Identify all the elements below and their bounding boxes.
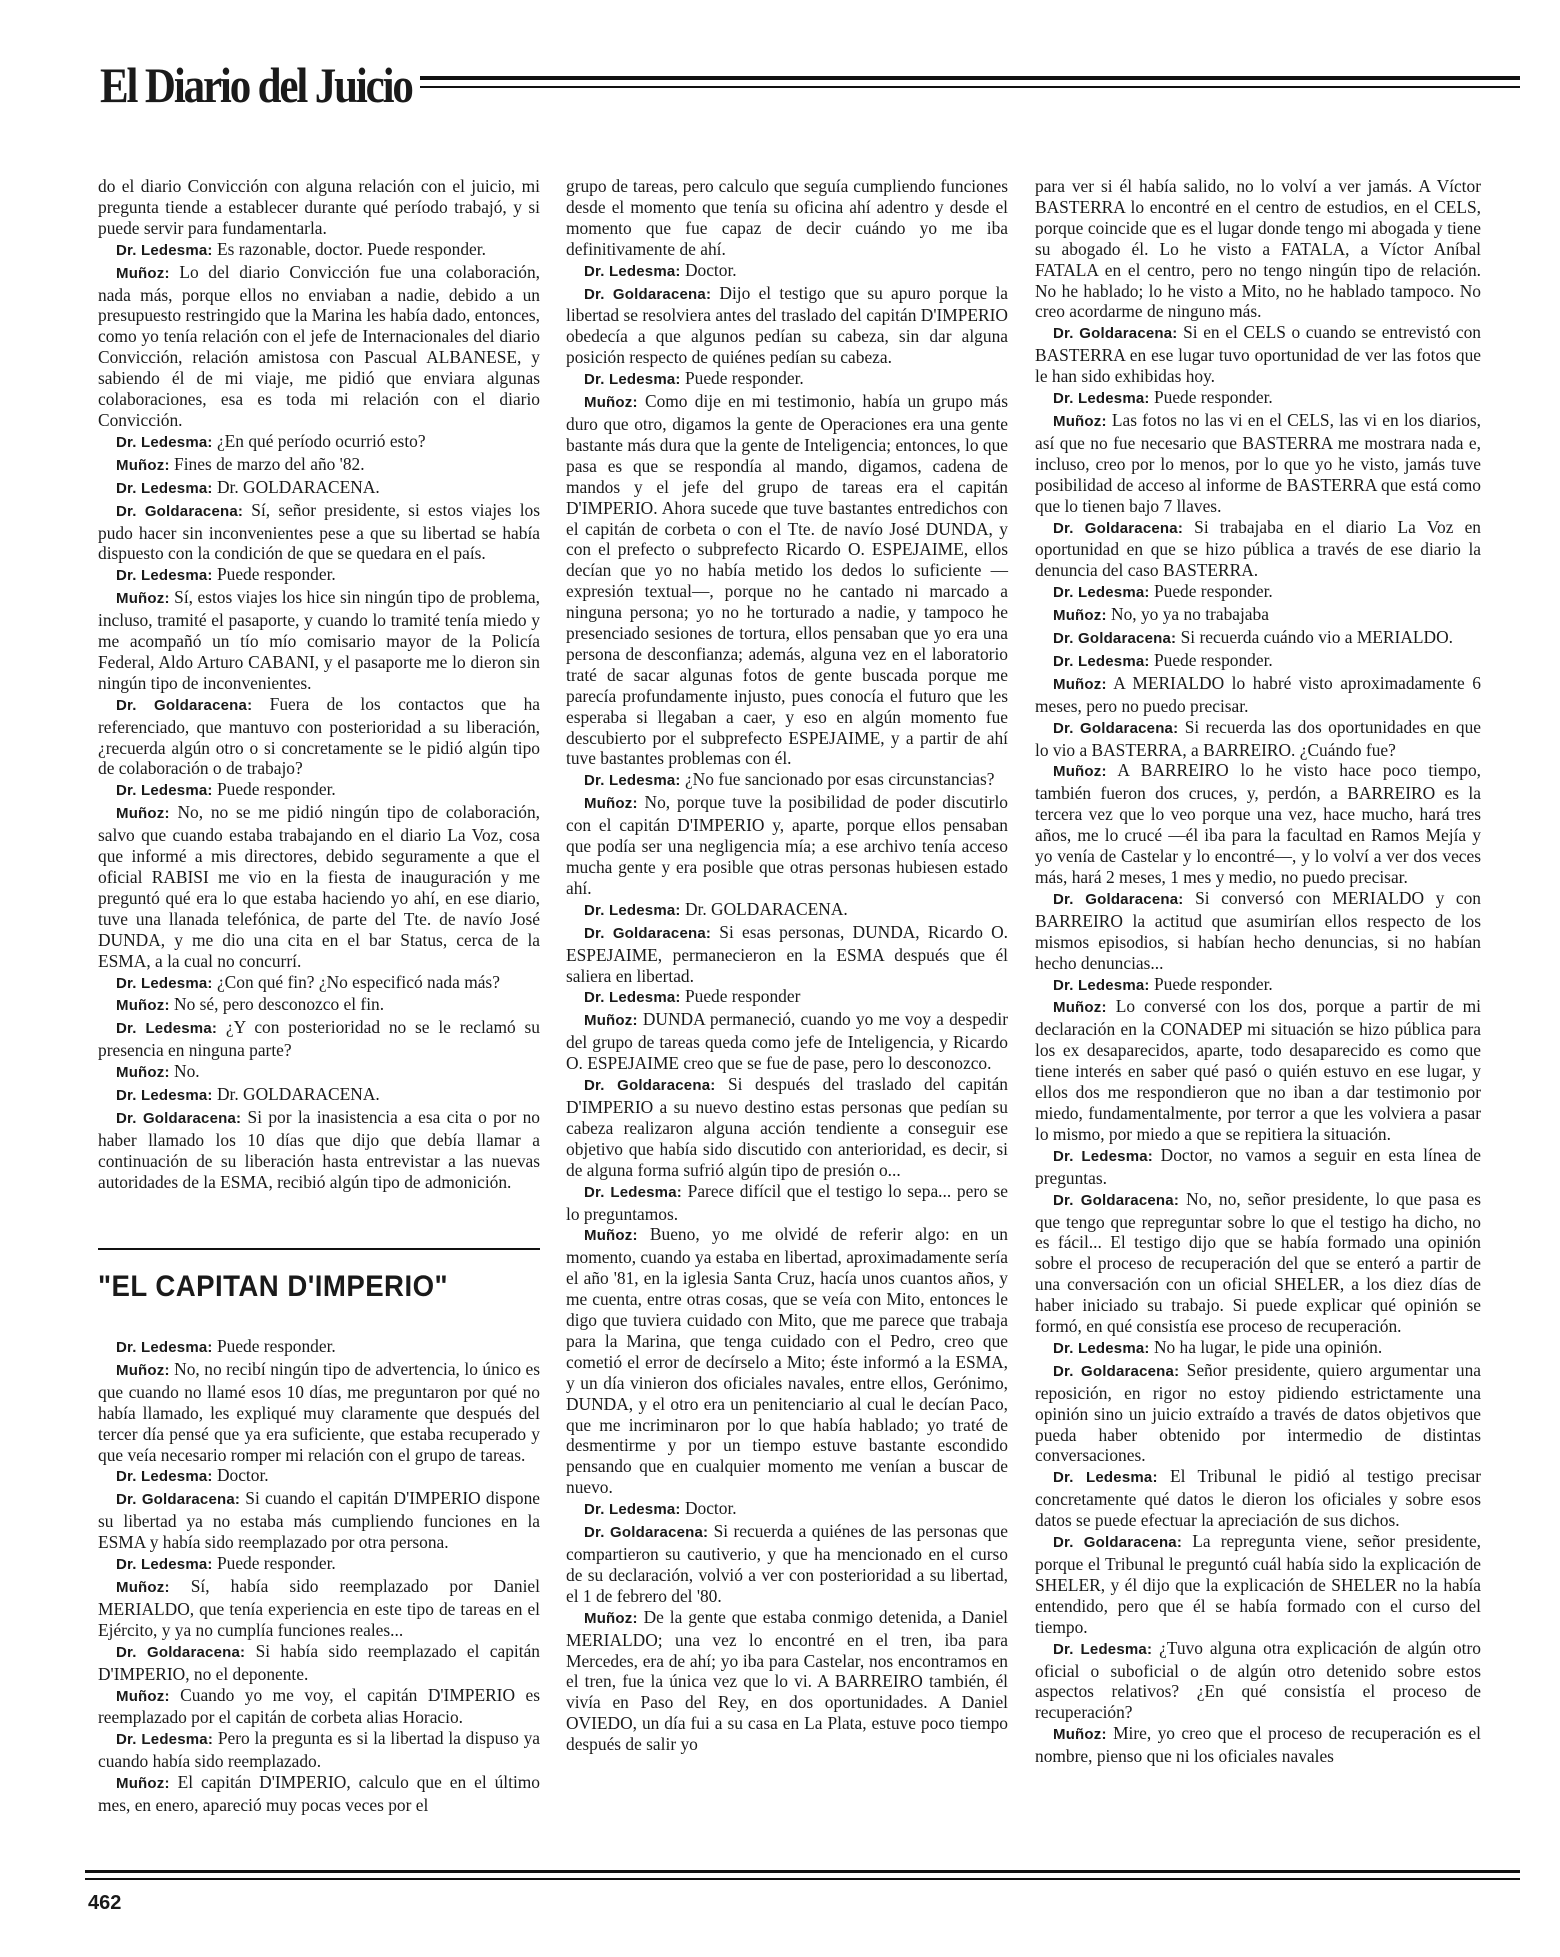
speaker-label: Muñoz: xyxy=(1053,412,1107,430)
paragraph-text: A BARREIRO lo he visto hace poco tiempo, también fueron dos cruces, y, perdón, a BARREIRO es la tercera vez que lo veo porque una vez, hace mucho, hará tres años, me lo crucé —él iba para la facultad en Ramos Mejía y yo venía de Castelar y lo encontré—, y lo volví a ver dos veces más, hará 2 meses, 1 mes y medio, no puedo precisar. xyxy=(1035,760,1481,887)
paragraph-text: Fines de marzo del año '82. xyxy=(169,453,365,474)
speaker-label: Dr. Goldaracena: xyxy=(584,285,712,303)
paragraph xyxy=(98,994,540,1017)
page-number: 462 xyxy=(88,1892,122,1914)
speaker-label: Dr. Goldaracena: xyxy=(116,1109,242,1127)
speaker-label: Dr. Goldaracena: xyxy=(584,1524,709,1542)
paragraph xyxy=(1035,627,1481,650)
paragraph xyxy=(1035,1145,1481,1189)
speaker-label: Dr. Ledesma: xyxy=(1053,1640,1153,1658)
speaker-label: Dr. Ledesma: xyxy=(116,1556,213,1574)
paragraph-text: ¿No fue sancionado por esas circunstancias? xyxy=(680,769,995,790)
paragraph-text: Dr. GOLDARACENA. xyxy=(680,898,848,919)
speaker-label: Dr. Ledesma: xyxy=(116,1087,213,1105)
footer-rule-thin xyxy=(85,1878,1520,1880)
paragraph xyxy=(566,792,1008,899)
paragraph-text: Doctor. xyxy=(680,1498,737,1519)
paragraph-text: El Tribunal le pidió al testigo precisar concretamente qué datos le dieron los oficiales y sobre esos datos se puede efectuar la apreciación de sus dichos. xyxy=(1035,1466,1481,1531)
speaker-label: Dr. Goldaracena: xyxy=(1053,519,1184,537)
paragraph xyxy=(1035,410,1481,517)
paragraph xyxy=(566,1498,1008,1521)
column-2-text xyxy=(566,176,1008,1755)
paragraph-text: No, no recibí ningún tipo de advertencia, lo único es que cuando no llamé esos 10 días, me preguntaron por qué no había llamado, les expliqué muy claramente que después del tercer día pensé que ya era suficiente, que estaba recuperado y que veía necesario romper mi relación con el grupo de tareas. xyxy=(98,1358,540,1465)
paragraph xyxy=(1035,717,1481,761)
paragraph-text: Si en el CELS o cuando se entrevistó con BASTERRA en ese lugar tuvo oportunidad de ver las fotos que le han sido exhibidas hoy. xyxy=(1035,322,1481,387)
speaker-label: Muñoz: xyxy=(584,1609,638,1627)
paragraph-text: Doctor. xyxy=(680,259,737,280)
paragraph-text: Si recuerda cuándo vio a MERIALDO. xyxy=(1176,627,1453,648)
paragraph-text: El capitán D'IMPERIO, calculo que en el último mes, en enero, apareció muy pocas veces por el xyxy=(98,1772,540,1816)
footer-rule xyxy=(85,1870,1520,1873)
paragraph xyxy=(1035,517,1481,582)
speaker-label: Dr. Goldaracena: xyxy=(116,1491,241,1509)
paragraph xyxy=(1035,604,1481,627)
paragraph xyxy=(1035,974,1481,997)
speaker-label: Dr. Ledesma: xyxy=(116,479,213,497)
paragraph-text: Las fotos no las vi en el CELS, las vi en los diarios, así que no fue necesario que BASTERRA me mostrara nada e, incluso, creo por lo menos, por lo que yo he visto, jamás tuve posibilidad de acceso al informe de BASTERRA que está como que lo tienen bajo 7 llaves. xyxy=(1035,409,1481,516)
column-1-bottom-text xyxy=(98,1336,540,1816)
paragraph-text: No. xyxy=(169,1061,200,1082)
paragraph xyxy=(566,986,1008,1009)
paragraph xyxy=(98,779,540,802)
speaker-label: Dr. Ledesma: xyxy=(116,1339,213,1356)
paragraph xyxy=(98,972,540,995)
speaker-label: Dr. Ledesma: xyxy=(1053,1147,1153,1165)
paragraph xyxy=(98,1641,540,1685)
paragraph-text: Si por la inasistencia a esa cita o por no haber llamado los 10 días que dijo que debía llamar a continuación de su liberación hasta entrevistar a las nuevas autoridades de la ESMA, recibió algún tipo de admonición. xyxy=(98,1106,540,1192)
paragraph-text: Puede responder. xyxy=(212,564,336,585)
paragraph-text: Puede responder. xyxy=(1149,387,1273,408)
speaker-label: Dr. Goldaracena: xyxy=(1053,1362,1180,1380)
paragraph-text: Mire, yo creo que el proceso de recuperación es el nombre, pienso que ni los oficiales navales xyxy=(1035,1723,1481,1767)
paragraph xyxy=(98,431,540,454)
speaker-label: Dr. Goldaracena: xyxy=(116,1643,246,1661)
speaker-label: Dr. Goldaracena: xyxy=(116,696,253,714)
paragraph xyxy=(98,1488,540,1553)
speaker-label: Muñoz: xyxy=(116,456,170,474)
speaker-label: Dr. Ledesma: xyxy=(584,772,681,790)
speaker-label: Dr. Ledesma: xyxy=(1053,1469,1158,1487)
paragraph xyxy=(1035,1638,1481,1724)
paragraph xyxy=(98,1728,540,1772)
paragraph-text: Puede responder. xyxy=(1149,581,1273,602)
speaker-label: Muñoz: xyxy=(1053,763,1107,781)
paragraph-text: No, no, señor presidente, lo que pasa es que tengo que repreguntar sobre lo que el testigo ha dicho, no es fácil... El testigo dijo que se había formado una opinión sobre el proceso de recuperación del que se enteró a partir de una conversación con un oficial SHELER, a los diez días de haber iniciado su trabajo. Si puede explicar qué opinión se formó, en qué consistía ese proceso de recuperación. xyxy=(1035,1188,1481,1337)
paragraph xyxy=(1035,760,1481,887)
masthead-rule xyxy=(420,76,1520,80)
masthead xyxy=(100,58,1520,112)
paragraph xyxy=(98,477,540,500)
speaker-label: Dr. Ledesma: xyxy=(116,433,213,451)
paragraph xyxy=(98,1685,540,1729)
paragraph-text: ¿Tuvo alguna otra explicación de algún otro oficial o suboficial o de algún otro detenido sobre estos aspectos relativos? ¿En qué consistía el proceso de recuperación? xyxy=(1035,1637,1481,1723)
paragraph xyxy=(1035,1466,1481,1531)
paragraph xyxy=(98,1576,540,1641)
paragraph-text: No, no se me pidió ningún tipo de colaboración, salvo que cuando estaba trabajando en el diario La Voz, cosa que informé a mis directores, debido seguramente a que el oficial RABISI me vio en la fiesta de inauguración y me preguntó qué era lo que estaba haciendo yo ahí, en ese diario, tuve una llanada telefónica, de parte del Tte. de navío José DUNDA, y me dio una cita en el bar Status, cerca de la ESMA, a la cual no concurrí. xyxy=(98,802,540,971)
paragraph-text: ¿En qué período ocurrió esto? xyxy=(212,430,426,451)
paragraph-text: Sí, había sido reemplazado por Daniel MERIALDO, que tenía experiencia en este tipo de tareas en el Ejército, y ya no cumplía funciones reales... xyxy=(98,1575,540,1640)
paragraph xyxy=(98,262,540,431)
paragraph-text: Puede responder. xyxy=(680,368,804,389)
speaker-label: Muñoz: xyxy=(116,1361,170,1379)
paragraph xyxy=(98,1465,540,1488)
paragraph xyxy=(566,769,1008,792)
paragraph xyxy=(98,1772,540,1816)
speaker-label: Dr. Goldaracena: xyxy=(116,502,244,520)
paragraph xyxy=(1035,650,1481,673)
speaker-label: Muñoz: xyxy=(116,997,170,1015)
speaker-label: Dr. Ledesma: xyxy=(1053,652,1150,670)
paragraph-text: Puede responder. xyxy=(1149,973,1273,994)
speaker-label: Dr. Ledesma: xyxy=(584,989,681,1007)
paragraph xyxy=(98,564,540,587)
paragraph-text: Si recuerda a quiénes de las personas que compartieron su cautiverio, y que ha mencionado en el curso de su declaración, volvió a ver con posterioridad a su libertad, el 1 de febrero del '80. xyxy=(566,1521,1009,1606)
paragraph xyxy=(1035,1723,1481,1767)
paragraph xyxy=(98,500,540,565)
paragraph-text: Si cuando el capitán D'IMPERIO dispone su libertad ya no estaba más cumpliendo funciones en la ESMA y había sido reemplazado por otra persona. xyxy=(98,1488,540,1553)
paragraph xyxy=(1035,176,1481,322)
paragraph xyxy=(566,1009,1008,1074)
paragraph-text: do el diario Convicción con alguna relación con el juicio, mi pregunta tiende a establecer durante qué período trabajó, y si puede servir para fundamentarla. xyxy=(98,176,540,238)
paragraph xyxy=(566,1074,1008,1181)
speaker-label: Dr. Ledesma: xyxy=(116,974,213,992)
speaker-label: Dr. Ledesma: xyxy=(584,262,681,280)
paragraph xyxy=(98,1084,540,1107)
paragraph-text: Es razonable, doctor. Puede responder. xyxy=(212,238,486,259)
paragraph-text: De la gente que estaba conmigo detenida, a Daniel MERIALDO; una vez lo encontré en el tren, iba para Mercedes, era de ahí; yo iba para Castelar, nos encontramos en el tren, fue la única vez que lo vi. A BARREIRO también, él vivía en Paso del Rey, en dos oportunidades. A Daniel OVIEDO, un día fui a su casa en La Plata, estuve poco tiempo después de salir yo xyxy=(566,1606,1008,1755)
paragraph-text: Si trabajaba en el diario La Voz en oportunidad en que se hizo pública a través de ese diario la denuncia del caso BASTERRA. xyxy=(1035,516,1481,581)
paragraph xyxy=(1035,387,1481,410)
speaker-label: Muñoz: xyxy=(584,795,638,813)
paragraph xyxy=(566,899,1008,922)
speaker-label: Muñoz: xyxy=(1053,607,1107,625)
speaker-label: Muñoz: xyxy=(116,1775,170,1793)
paragraph xyxy=(98,1017,540,1061)
speaker-label: Dr. Ledesma: xyxy=(1053,1339,1150,1357)
speaker-label: Dr. Ledesma: xyxy=(584,371,681,389)
speaker-label: Dr. Goldaracena: xyxy=(1053,630,1177,648)
paragraph xyxy=(1035,1360,1481,1467)
speaker-label: Muñoz: xyxy=(116,1578,170,1596)
column-2 xyxy=(566,176,1008,1755)
paragraph-text: Sí, señor presidente, si estos viajes los pudo hacer sin inconvenientes pese a que su libertad se había dispuesto con la condición de que se quedara en el país. xyxy=(98,499,540,564)
speaker-label: Muñoz: xyxy=(584,1227,638,1245)
paragraph-text: Parece difícil que el testigo lo sepa... pero se lo preguntamos. xyxy=(566,1180,1009,1224)
speaker-label: Muñoz: xyxy=(1053,999,1107,1017)
paragraph-text: ¿Con qué fin? ¿No especificó nada más? xyxy=(212,971,500,992)
speaker-label: Muñoz: xyxy=(116,1064,170,1082)
speaker-label: Dr. Goldaracena: xyxy=(1053,1534,1183,1552)
speaker-label: Dr. Ledesma: xyxy=(116,1731,214,1749)
speaker-label: Dr. Ledesma: xyxy=(584,901,681,919)
speaker-label: Dr. Ledesma: xyxy=(116,782,213,800)
paragraph-text: Puede responder. xyxy=(212,1336,336,1356)
paragraph-text: Pero la pregunta es si la libertad la dispuso ya cuando había sido reemplazado. xyxy=(98,1728,540,1772)
paragraph xyxy=(98,1359,540,1466)
paragraph-text: Sí, estos viajes los hice sin ningún tipo de problema, incluso, tramité el pasaporte, y cuando lo tramité tenía miedo y me acompañó un tío mío comisario mayor de la Policía Federal, Aldo Arturo CABANI, y el pasaporte me lo dieron sin ningún tipo de inconvenientes. xyxy=(98,587,540,693)
paragraph-text: Si después del traslado del capitán D'IMPERIO a su nuevo destino estas personas que pedían su cabeza realizaron alguna acción tendiente a conseguir ese objetivo que había sido discutido con anterioridad, es decir, si de alguna forma sufrió algún tipo de presión o... xyxy=(566,1074,1008,1180)
paragraph-text: Si recuerda las dos oportunidades en que lo vio a BASTERRA, a BARREIRO. ¿Cuándo fue? xyxy=(1035,716,1481,760)
speaker-label: Muñoz: xyxy=(116,1687,170,1705)
paragraph-text: DUNDA permaneció, cuando yo me voy a despedir del grupo de tareas queda como jefe de Inteligencia, y Ricardo O. ESPEJAIME creo que se fue de pase, pero lo desconozco. xyxy=(566,1009,1008,1074)
paragraph-text: Puede responder xyxy=(680,986,801,1007)
paragraph xyxy=(1035,996,1481,1144)
paragraph-text: Dr. GOLDARACENA. xyxy=(212,1084,380,1105)
paragraph xyxy=(566,176,1008,260)
speaker-label: Muñoz: xyxy=(116,805,170,823)
speaker-label: Dr. Ledesma: xyxy=(116,567,213,585)
paragraph-text: Como dije en mi testimonio, había un grupo más duro que otro, digamos la gente de Operaciones era una gente bastante más dura que la gente de Inteligencia; entonces, lo que pasa es que se respondía al mando, digamos, cadena de mandos y el jefe del grupo de tareas era el capitán D'IMPERIO. Ahora sucede que tuve bastantes entredichos con el capitán de corbeta o con el Tte. de navío José DUNDA, y con el prefecto o subprefecto Ricardo O. ESPEJAIME, ellos decían que yo no había metido los dedos lo suficiente —expresión textual—, porque no he cantado ni marcado a ninguna persona; yo no he torturado a nadie, y tampoco he presenciado sesiones de tortura, ellos pensaban que yo era una persona de desconfianza; además, alguna vez en el laboratorio traté de sacar algunas fotos de gente buscada porque me parecía profundamente injusto, pues conocía el futuro que les esperaba si llegaban a caer, y eso en algún momento fue descubierto por el subprefecto ESPEJAIME, y a partir de ahí tuve bastantes problemas con él. xyxy=(566,391,1008,769)
paragraph-text: Doctor. xyxy=(212,1465,269,1486)
paragraph-text: Puede responder. xyxy=(212,1553,336,1574)
paragraph-text: Puede responder. xyxy=(1149,649,1273,670)
paragraph xyxy=(566,1181,1008,1225)
paragraph xyxy=(1035,1337,1481,1360)
speaker-label: Dr. Ledesma: xyxy=(1053,584,1150,602)
paragraph-text: grupo de tareas, pero calculo que seguía cumpliendo funciones desde el momento que tenía su oficina ahí adentro y desde el momento que fue capaz de decir cuándo yo me iba definitivamente de ahí. xyxy=(566,176,1008,259)
column-1 xyxy=(98,176,540,1193)
paragraph xyxy=(566,1521,1008,1607)
speaker-label: Muñoz: xyxy=(116,590,170,608)
paragraph xyxy=(566,922,1008,987)
speaker-label: Muñoz: xyxy=(584,1012,638,1030)
paragraph-text: No ha lugar, le pide una opinión. xyxy=(1149,1336,1383,1357)
paragraph xyxy=(566,283,1008,369)
paragraph-text: Fuera de los contactos que ha referenciado, que mantuvo con posterioridad a su liberación, ¿recuerda algún otro o si concretamente se le pidió algún tipo de colaboración o de trabajo? xyxy=(98,693,541,779)
paragraph-text: Dr. GOLDARACENA. xyxy=(212,476,380,497)
speaker-label: Muñoz: xyxy=(1053,675,1107,693)
paragraph-text: Si esas personas, DUNDA, Ricardo O. ESPEJAIME, permanecieron en la ESMA después que él saliera en libertad. xyxy=(566,921,1008,986)
paragraph xyxy=(98,587,540,694)
paragraph xyxy=(566,391,1008,769)
paragraph-text: Doctor, no vamos a seguir en esta línea de preguntas. xyxy=(1035,1144,1481,1188)
column-1-top xyxy=(98,176,540,1193)
paragraph-text: Si conversó con MERIALDO y con BARREIRO la actitud que asumirían ellos respecto de los mismos episodios, si habían hecho denuncias, si no habían hecho denuncias... xyxy=(1035,887,1482,973)
paragraph xyxy=(98,1107,540,1193)
speaker-label: Dr. Ledesma: xyxy=(116,241,213,259)
publication-title: El Diario del Juicio xyxy=(100,57,412,113)
paragraph-text: Señor presidente, quiero argumentar una reposición, en rigor no estoy pidiendo estrictamente una opinión sino un juicio extraído a través de datos objetivos que pueda haber obtenido por intermedio de distintas conversaciones. xyxy=(1035,1359,1481,1466)
paragraph xyxy=(1035,581,1481,604)
paragraph-text: No, porque tuve la posibilidad de poder discutirlo con el capitán D'IMPERIO y, aparte, porque ellos pensaban que podía ser una negligencia mía; a ese archivo tenía acceso mucha gente y era posible que otras personas hubiesen estado ahí. xyxy=(566,792,1008,898)
paragraph-text: No, yo ya no trabajaba xyxy=(1106,604,1269,625)
paragraph-text: Si había sido reemplazado el capitán D'IMPERIO, no el deponente. xyxy=(98,1640,540,1684)
speaker-label: Dr. Ledesma: xyxy=(1053,390,1150,408)
paragraph xyxy=(98,1553,540,1576)
paragraph xyxy=(98,802,540,971)
masthead-rule-thin xyxy=(420,86,1520,88)
speaker-label: Muñoz: xyxy=(1053,1726,1107,1744)
speaker-label: Dr. Goldaracena: xyxy=(584,1077,716,1095)
paragraph xyxy=(1035,1189,1481,1337)
paragraph xyxy=(566,1607,1008,1755)
speaker-label: Dr. Ledesma: xyxy=(584,1501,681,1519)
paragraph xyxy=(98,694,540,780)
paragraph-text: Lo del diario Convicción fue una colaboración, nada más, porque ellos no enviaban a nadie, debido a un presupuesto restringido que la Marina les había dado, entonces, como yo tenía relación con el jefe de Internacionales del diario Convicción, relación amistosa con Pascual ALBANESE, y sabiendo él de mi viaje, me pidió que enviara algunas colaboraciones, esa es toda mi relación con el diario Convicción. xyxy=(98,261,540,430)
paragraph xyxy=(1035,1531,1481,1638)
speaker-label: Dr. Goldaracena: xyxy=(1053,719,1179,737)
column-3 xyxy=(1035,176,1481,1767)
paragraph-text: ¿Y con posterioridad no se le reclamó su presencia en ninguna parte? xyxy=(98,1017,540,1061)
speaker-label: Dr. Goldaracena: xyxy=(1053,1191,1180,1209)
paragraph xyxy=(566,1224,1008,1498)
column-1-bottom xyxy=(98,1336,540,1816)
paragraph xyxy=(1035,322,1481,387)
paragraph xyxy=(566,368,1008,391)
speaker-label: Muñoz: xyxy=(584,394,638,412)
subhead-text: "EL CAPITAN D'IMPERIO" xyxy=(98,1270,449,1303)
paragraph xyxy=(98,176,540,239)
column-3-text xyxy=(1035,176,1481,1767)
paragraph xyxy=(566,260,1008,283)
paragraph-text: Bueno, yo me olvidé de referir algo: en un momento, cuando ya estaba en libertad, aproximadamente sería el año '81, en la iglesia Santa Cruz, hacía unos cuantos años, y me cuenta, entre otras cosas, que se veía con Mito, entonces le digo que tuviera cuidado con Mito, que me parece que trabaja para la Marina, que tenga cuidado con el Pedro, creo que cometió el error de decírselo a Mito; éste informó a la ESMA, y un día vinieron dos oficiales navales, entre ellos, Gerónimo, DUNDA, y el otro era un penitenciario al cual le decían Paco, que me incriminaron por lo que había hablado; yo traté de desmentirme y por un tiempo estuve bastante escondido pensando que en cualquier momento me venían a buscar de nuevo. xyxy=(566,1224,1008,1498)
speaker-label: Dr. Ledesma: xyxy=(116,1468,213,1486)
paragraph xyxy=(1035,888,1481,974)
paragraph xyxy=(98,1336,540,1359)
speaker-label: Dr. Goldaracena: xyxy=(1053,890,1184,908)
speaker-label: Dr. Ledesma: xyxy=(584,1183,682,1201)
speaker-label: Dr. Ledesma: xyxy=(116,1020,218,1038)
speaker-label: Dr. Goldaracena: xyxy=(584,924,712,942)
paragraph-text: Lo conversé con los dos, porque a partir de mi declaración en la CONADEP mi situación se hizo pública para los ex desaparecidos, aparte, todo desaparecido es como que tiene interés en saber qué pasó o quién estuvo en ese lugar, y ellos dos me respondieron que no iban a dar testimonio por miedo, fundamentalmente, por terror a que les volviera a pasar lo mismo, por miedo a que se repitiera la situación. xyxy=(1035,996,1481,1144)
paragraph xyxy=(98,454,540,477)
section-subhead xyxy=(98,1248,540,1326)
paragraph xyxy=(98,1061,540,1084)
paragraph xyxy=(98,239,540,262)
page-footer xyxy=(85,1870,1520,1930)
paragraph-text: Cuando yo me voy, el capitán D'IMPERIO es reemplazado por el capitán de corbeta alias Horacio. xyxy=(98,1684,540,1728)
paragraph-text: para ver si él había salido, no lo volví a ver jamás. A Víctor BASTERRA lo encontré en el centro de estudios, en el CELS, porque coincide que es el lugar donde tengo mi abogada y tiene su abogado él. Lo he visto a FATALA, a Víctor Aníbal FATALA en el centro, pero no tengo ningún tipo de relación. No he hablado; lo he visto a Mito, no he hablado tampoco. No creo acordarme de ninguno más. xyxy=(1035,176,1481,322)
paragraph-text: Puede responder. xyxy=(212,779,336,800)
speaker-label: Dr. Ledesma: xyxy=(1053,976,1150,994)
paragraph xyxy=(1035,673,1481,717)
paragraph-text: A MERIALDO lo habré visto aproximadamente 6 meses, pero no puedo precisar. xyxy=(1035,672,1481,716)
paragraph-text: No sé, pero desconozco el fin. xyxy=(169,994,385,1015)
paragraph-text: Dijo el testigo que su apuro porque la libertad se resolviera antes del traslado del capitán D'IMPERIO obedecía a que algunos pedían su cabeza, sin dar alguna posición respecto de quiénes pedían su cabeza. xyxy=(566,282,1008,368)
speaker-label: Muñoz: xyxy=(116,264,170,282)
speaker-label: Dr. Goldaracena: xyxy=(1053,325,1178,343)
paragraph-text: La repregunta viene, señor presidente, porque el Tribunal le preguntó cuál había sido la explicación de SHELER, y él dijo que la explicación de SHELER no la había entendido, pero que él se había formado con el curso del tiempo. xyxy=(1035,1531,1482,1637)
